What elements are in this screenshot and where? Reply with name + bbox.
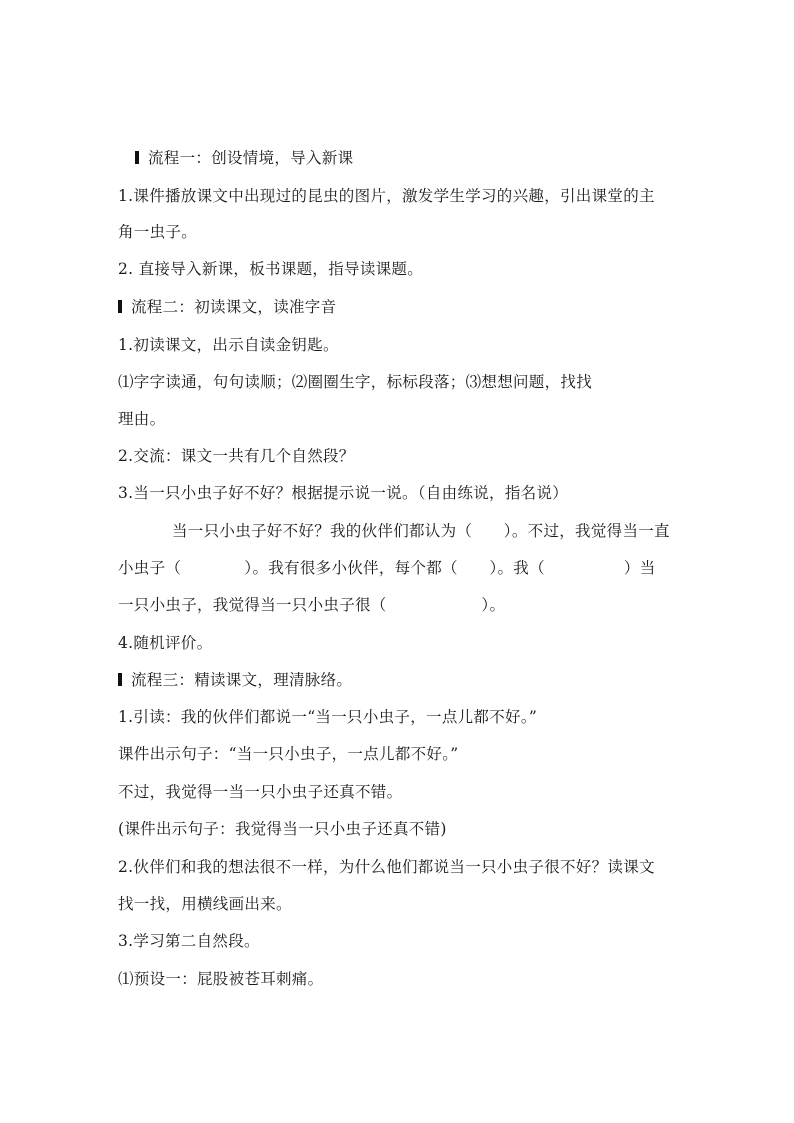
heading-text: 流程一：创设情境，导入新课 bbox=[148, 149, 354, 167]
paragraph-line: 找一找，用横线画出来。 bbox=[118, 895, 292, 913]
paragraph-line: 小虫子（ ）。我有很多小伙伴，每个都（ ）。我（ ）当 bbox=[118, 559, 656, 577]
paragraph-line: 不过，我觉得一当一只小虫子还真不错。 bbox=[118, 783, 403, 801]
paragraph-line: (课件出示句子：我觉得当一只小虫子还真不错) bbox=[118, 820, 447, 838]
section-heading-2 bbox=[118, 297, 336, 317]
heading-text: 流程二：初读课文，读准字音 bbox=[131, 298, 337, 316]
heading-text: 流程三：精读课文，理清脉络。 bbox=[131, 671, 353, 689]
paragraph-line: 1.引读：我的伙伴们都说一“当一只小虫子，一点儿都不好。” bbox=[118, 708, 538, 726]
heading-marker-icon bbox=[118, 300, 122, 313]
section-heading-1 bbox=[135, 148, 353, 168]
paragraph-line: 2. 直接导入新课，板书课题，指导读课题。 bbox=[118, 260, 424, 278]
heading-marker-icon bbox=[135, 151, 139, 164]
heading-marker-icon bbox=[118, 673, 122, 686]
paragraph-line: 当一只小虫子好不好？我的伙伴们都认为（ ）。不过，我觉得当一直 bbox=[172, 522, 670, 540]
paragraph-line: 1.初读课文，出示自读金钥匙。 bbox=[118, 336, 339, 354]
paragraph-line: 角一虫子。 bbox=[118, 223, 198, 241]
paragraph-line: 课件出示句子：“当一只小虫子，一点儿都不好。” bbox=[118, 745, 459, 763]
paragraph-line: 3.当一只小虫子好不好？根据提示说一说。（自由练说，指名说） bbox=[118, 484, 569, 502]
paragraph-line: 理由。 bbox=[118, 410, 166, 428]
paragraph-line: 4.随机评价。 bbox=[118, 634, 213, 652]
section-heading-3 bbox=[118, 670, 352, 690]
paragraph-line: ⑴预设一：屁股被苍耳刺痛。 bbox=[118, 970, 324, 988]
paragraph-line: ⑴字字读通，句句读顺；⑵圈圈生字，标标段落；⑶想想问题，找找 bbox=[118, 373, 593, 391]
paragraph-line: 一只小虫子，我觉得当一只小虫子很（ ）。 bbox=[118, 596, 506, 614]
paragraph-line: 2.交流：课文一共有几个自然段？ bbox=[118, 447, 355, 465]
paragraph-line: 1.课件播放课文中出现过的昆虫的图片，激发学生学习的兴趣，引出课堂的主 bbox=[118, 187, 655, 205]
paragraph-line: 2.伙伴们和我的想法很不一样，为什么他们都说当一只小虫子很不好？读课文 bbox=[118, 858, 655, 876]
paragraph-line: 3.学习第二自然段。 bbox=[118, 932, 260, 950]
